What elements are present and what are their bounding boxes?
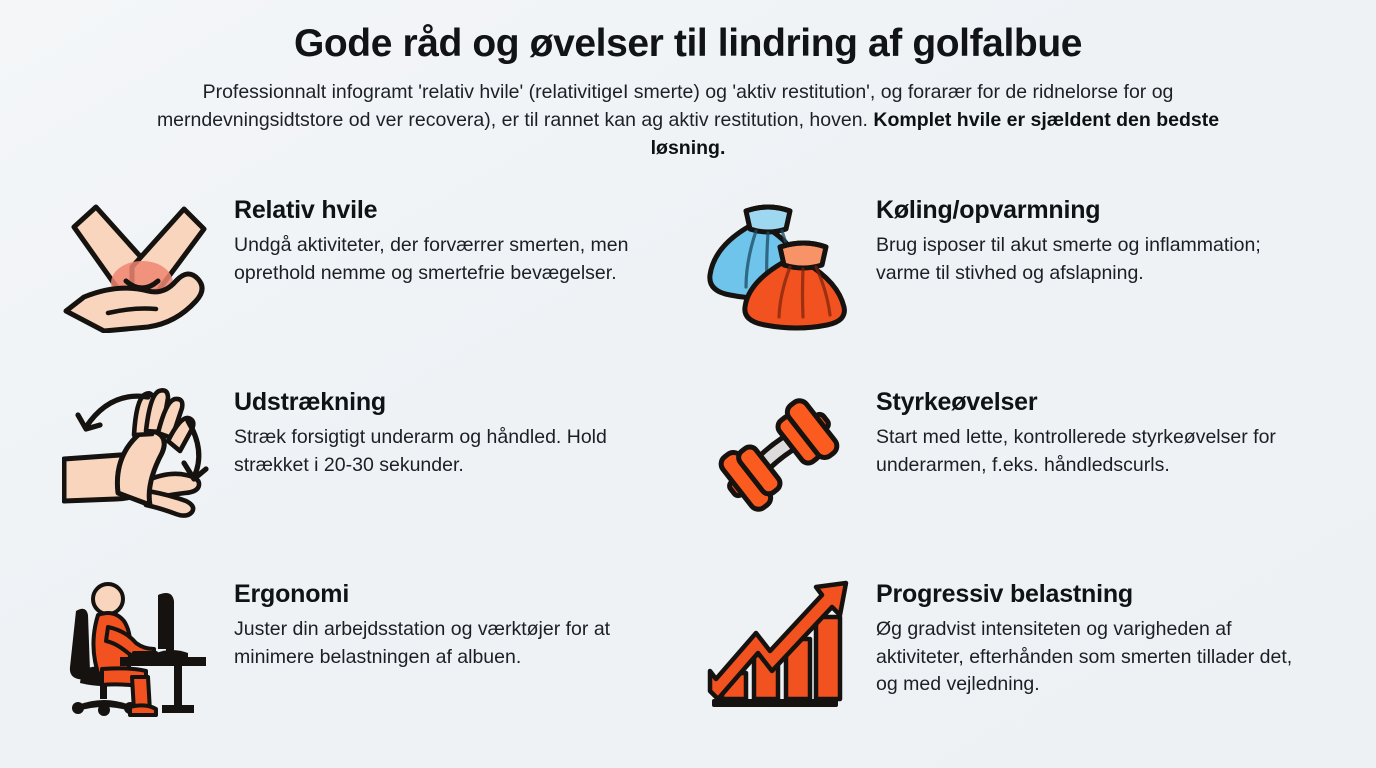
advice-grid — [62, 188, 1314, 758]
page-subtitle — [118, 78, 1258, 163]
card-body — [876, 192, 1314, 287]
card-title: Relativ hvile — [234, 196, 378, 225]
advice-card-styrkeoevelser — [704, 380, 1314, 566]
card-text: Juster din arbejdsstation og værktøjer for at minimere belastningen af albuen. — [234, 617, 611, 668]
card-text: Stræk forsigtigt underarm og håndled. Hold strækket i 20-30 sekunder. — [234, 426, 607, 476]
card-body — [876, 576, 1314, 699]
page-title: Gode råd og øvelser til lindring af golfalbue — [293, 22, 1083, 65]
subtitle-line-3: hoven. — [809, 108, 874, 131]
advice-card-koeling-opvarmning — [704, 188, 1314, 374]
arm-cradled-in-hand-icon — [62, 192, 212, 334]
card-text: Brug isposer til akut smerte og inflammation; varme til stivhed og afslapning. — [876, 234, 1261, 284]
card-body — [234, 384, 672, 479]
advice-card-ergonomi — [62, 572, 672, 758]
card-title: Ergonomi — [234, 580, 350, 609]
advice-card-progressiv-belastning — [704, 572, 1314, 758]
card-body — [876, 384, 1314, 479]
person-at-desk-icon — [62, 576, 212, 718]
advice-card-relativ-hvile — [62, 188, 672, 374]
subtitle-line-2: de ridnelorse for og merndevningsidtstore od ver recovera), er til rannet kan ag aktiv restitution, — [156, 80, 1174, 131]
rising-bar-chart-arrow-icon — [704, 576, 854, 718]
card-text: Start med lette, kontrollerede styrkeøvelser for underarmen, f.eks. håndledscurls. — [876, 426, 1276, 476]
card-body — [234, 192, 672, 287]
card-text: Øg gradvist intensiteten og varigheden af aktiviteter, efterhånden som smerten tillader det, og med vejledning. — [876, 617, 1293, 696]
card-text: Undgå aktiviteter, der forværrer smerten, men oprethold nemme og smertefrie bevægelser. — [234, 234, 629, 284]
ice-and-heat-packs-icon — [704, 192, 854, 334]
dumbbell-icon — [704, 384, 854, 526]
card-title: Progressiv belastning — [876, 580, 1133, 609]
subtitle-emphasis: Komplet hvile er sjældent den bedste løsning. — [650, 108, 1220, 160]
card-title: Udstrækning — [234, 388, 386, 417]
subtitle-line-1: Professionnalt infogramt 'relativ hvile' (relativitigeI smerte) og 'aktiv restitution', og forarær for — [202, 80, 1000, 103]
card-body — [234, 576, 672, 671]
card-title: Styrkeøvelser — [876, 388, 1038, 417]
advice-card-udstraekning — [62, 380, 672, 566]
header — [62, 22, 1314, 162]
card-title: Køling/opvarmning — [876, 196, 1101, 225]
arm-wrist-stretch-icon — [62, 384, 212, 526]
